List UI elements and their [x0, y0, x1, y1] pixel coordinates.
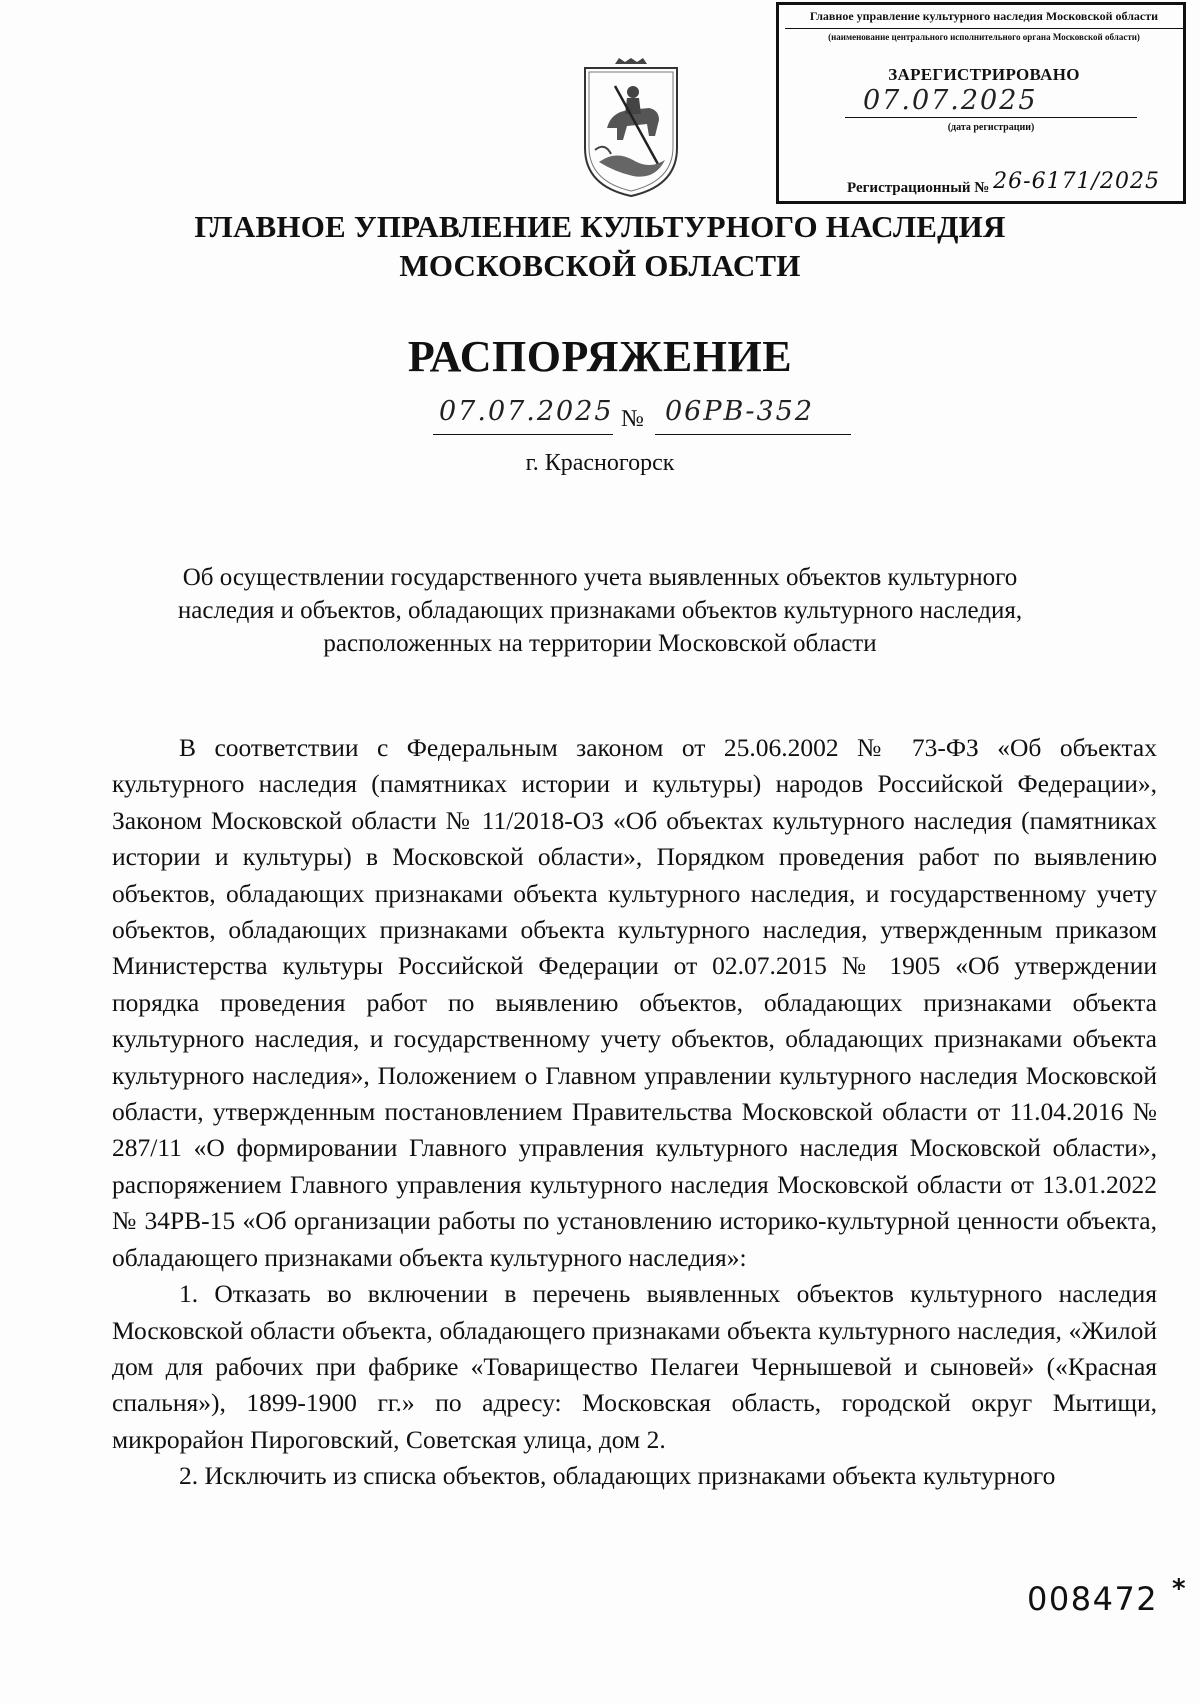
document-subject	[112, 561, 1088, 660]
body-item-2-paragraph: 2. Исключить из списка объектов, обладающих признаками объекта культурного	[179, 1461, 1056, 1491]
stamp-organization: Главное управление культурного наследия Московской области	[809, 9, 1159, 23]
document-number-field	[655, 398, 851, 435]
stamp-date-field	[845, 85, 1137, 118]
stamp-number-row	[847, 169, 1160, 198]
organization-title-line1: ГЛАВНОЕ УПРАВЛЕНИЕ КУЛЬТУРНОГО НАСЛЕДИЯ	[194, 209, 1006, 244]
stamp-registered-label: ЗАРЕГИСТРИРОВАНО	[888, 65, 1080, 84]
footer-serial-number: 008472	[1027, 1580, 1159, 1618]
document-type-title: РАСПОРЯЖЕНИЕ	[407, 332, 793, 381]
document-date: 07.07.2025	[439, 396, 614, 427]
body-item-1-paragraph: 1. Отказать во включении в перечень выявленных объектов культурного наследия Московской области объекта, обладающего признаками объекта культурного наследия, «Жилой дом для рабочих при фабрике «Товарищество Пелагеи Чернышевой и сыновей» («Красная спальня»), 1899-1900 гг.» по адресу: Московская область, городской округ Мытищи, микрорайон Пироговский, Советская улица, дом 2.	[112, 1279, 1157, 1454]
stamp-divider	[785, 28, 1183, 29]
document-body	[112, 730, 1157, 1495]
document-date-number-line	[433, 398, 853, 438]
stamp-registration-number: 26-6171/2025	[993, 169, 1160, 194]
body-preamble-paragraph: В соответствии с Федеральным законом от 25.06.2002 № 73-ФЗ «Об объектах культурного наследия (памятниках истории и культуры) народов Российской Федерации», Законом Московской области № 11/2018-ОЗ «Об объектах культурного наследия (памятниках истории и культуры) в Московской области», Порядком проведения работ по выявлению объектов, обладающих признаками объекта культурного наследия, и государственному учету объектов, обладающих признаками объекта культурного наследия, утвержденным приказом Министерства культуры Российской Федерации от 02.07.2015 № 1905 «Об утверждении порядка проведения работ по выявлению объектов, обладающих признаками объекта культурного наследия, и государственному учету объектов, обладающих признаками объекта культурного наследия», Положением о Главном управлении культурного наследия Московской области, утвержденным постановлением Правительства Московской области от 11.04.2016 № 287/11 «О формировании Главного управления культурного наследия Московской области», распоряжением Главного управления культурного наследия Московской области от 13.01.2022 № 34РВ-15 «Об организации работы по установлению историко-культурной ценности объекта, обладающего признаками объекта культурного наследия»:	[112, 733, 1157, 1272]
document-number: 06РВ-352	[665, 396, 815, 427]
stamp-number-label: Регистрационный №	[847, 180, 990, 196]
subject-line2: наследия и объектов, обладающих признаками объектов культурного наследия,	[177, 597, 1023, 624]
number-sign: №	[621, 406, 644, 432]
organization-title-line2: МОСКОВСКОЙ ОБЛАСТИ	[399, 248, 801, 283]
stamp-registration-date: 07.07.2025	[863, 85, 1038, 116]
document-city: г. Красногорск	[525, 450, 675, 476]
stamp-date-caption: (дата регистрации)	[947, 122, 1035, 133]
moscow-region-coat-of-arms-icon	[575, 58, 687, 200]
stamp-organization-caption: (наименование центрального исполнительного органа Московской области)	[828, 32, 1140, 42]
subject-line3: расположенных на территории Московской области	[323, 630, 877, 657]
document-date-field	[433, 398, 613, 435]
subject-line1: Об осуществлении государственного учета выявленных объектов культурного	[182, 564, 1018, 591]
registration-stamp	[776, 2, 1186, 204]
footer-star-mark: *	[1172, 1574, 1186, 1604]
